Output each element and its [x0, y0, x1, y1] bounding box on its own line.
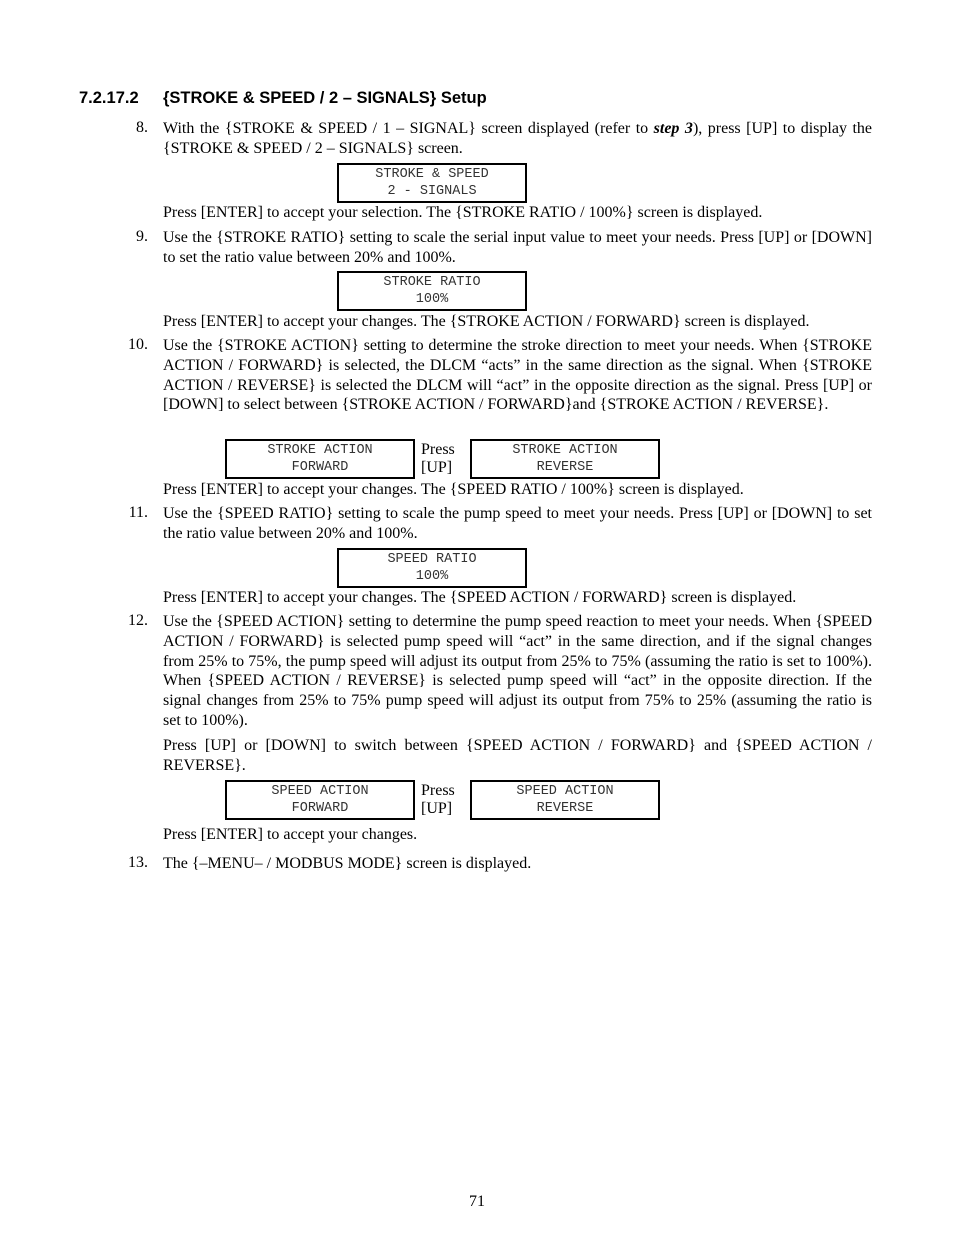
- lcd-display-speed-action-forward: [225, 780, 415, 820]
- press-label-line: Press: [421, 441, 455, 458]
- lcd-display-stroke-action-forward: [225, 439, 415, 479]
- press-up-label: [421, 782, 455, 818]
- page-number: 71: [469, 1193, 485, 1210]
- section-number: 7.2.17.2: [79, 89, 139, 107]
- press-up-label: [421, 441, 455, 477]
- lcd-line-1: STROKE & SPEED: [375, 167, 489, 182]
- step-reference: step 3: [653, 120, 693, 137]
- lcd-line-1: SPEED ACTION: [271, 784, 369, 799]
- lcd-line-1: SPEED ACTION: [516, 784, 614, 799]
- lcd-line-2: REVERSE: [536, 460, 594, 475]
- step-text: [163, 119, 872, 159]
- step-text-2: Press [UP] or [DOWN] to switch between {SPEED ACTION / FORWARD} and {SPEED ACTION / REVERSE}.: [163, 737, 872, 774]
- step-text-part: With the {STROKE & SPEED / 1 – SIGNAL} screen displayed (refer to: [163, 120, 654, 137]
- lcd-display-stroke-action-reverse: [470, 439, 660, 479]
- step-text: Use the {STROKE RATIO} setting to scale the serial input value to meet your needs. Press [UP] or [DOWN] to set the ratio value between 20% and 100%.: [163, 229, 872, 266]
- step-text-part: ), press [UP] to display the {STROKE & SPEED / 2 – SIGNALS} screen.: [163, 120, 872, 157]
- press-label-line: [UP]: [421, 800, 453, 817]
- lcd-line-2: FORWARD: [291, 460, 349, 475]
- step-followup-text: Press [ENTER] to accept your changes.: [163, 826, 418, 843]
- step-followup-text: Press [ENTER] to accept your changes. The {SPEED ACTION / FORWARD} screen is displayed.: [163, 589, 797, 606]
- step-number: 11.: [128, 504, 148, 521]
- lcd-display-speed-action-reverse: [470, 780, 660, 820]
- step-number: 10.: [128, 336, 148, 353]
- step-followup-text: Press [ENTER] to accept your changes. The {STROKE ACTION / FORWARD} screen is displayed.: [163, 313, 810, 330]
- lcd-line-2: 100%: [415, 569, 449, 584]
- press-label-line: [UP]: [421, 459, 453, 476]
- lcd-display-stroke-ratio: [337, 271, 527, 311]
- step-number: 8.: [136, 119, 148, 136]
- step-followup-text: Press [ENTER] to accept your selection. The {STROKE RATIO / 100%} screen is displayed.: [163, 204, 763, 221]
- step-text: Use the {SPEED ACTION} setting to determine the pump speed reaction to meet your needs. When {SPEED ACTION / FORWARD} is selected pump speed will “act” in the same direction, and if the signal changes from 25% to 75%, the pump speed will adjust its output from 25% to 75% (assuming the ratio is set to 100%). When {SPEED ACTION / REVERSE} is selected pump speed will “act” in the opposite direction. If the signal changes from 25% to 75% pump speed will adjust its output from 75% to 25% (assuming the ratio is set to 100%).: [163, 613, 872, 729]
- step-followup-text: Press [ENTER] to accept your changes. The {SPEED RATIO / 100%} screen is displayed.: [163, 481, 744, 498]
- section-heading: [79, 89, 487, 108]
- section-title: {STROKE & SPEED / 2 – SIGNALS} Setup: [163, 89, 487, 107]
- lcd-line-1: STROKE ACTION: [267, 443, 373, 458]
- step-text: The {–MENU– / MODBUS MODE} screen is displayed.: [163, 855, 532, 872]
- lcd-line-2: 2 - SIGNALS: [387, 184, 477, 199]
- lcd-line-2: FORWARD: [291, 801, 349, 816]
- press-label-line: Press: [421, 782, 455, 799]
- lcd-display-stroke-speed: [337, 163, 527, 203]
- step-text: Use the {SPEED RATIO} setting to scale the pump speed to meet your needs. Press [UP] or [DOWN] to set the ratio value between 20% and 100%.: [163, 505, 872, 542]
- lcd-line-2: 100%: [415, 292, 449, 307]
- step-number: 9.: [136, 228, 148, 245]
- step-text: Use the {STROKE ACTION} setting to determine the stroke direction to meet your needs. When {STROKE ACTION / FORWARD} is selected, the DLCM “acts” in the same direction as the signal. When {STROKE ACTION / REVERSE} is selected the DLCM will “act” in the opposite direction as the signal. Press [UP] or [DOWN] to select between {STROKE ACTION / FORWARD}and {STROKE ACTION / REVERSE}.: [163, 337, 872, 414]
- step-number: 12.: [128, 612, 148, 629]
- lcd-line-1: STROKE RATIO: [383, 275, 481, 290]
- lcd-line-2: REVERSE: [536, 801, 594, 816]
- lcd-line-1: STROKE ACTION: [512, 443, 618, 458]
- lcd-line-1: SPEED RATIO: [387, 552, 477, 567]
- step-number: 13.: [128, 854, 148, 871]
- lcd-display-speed-ratio: [337, 548, 527, 588]
